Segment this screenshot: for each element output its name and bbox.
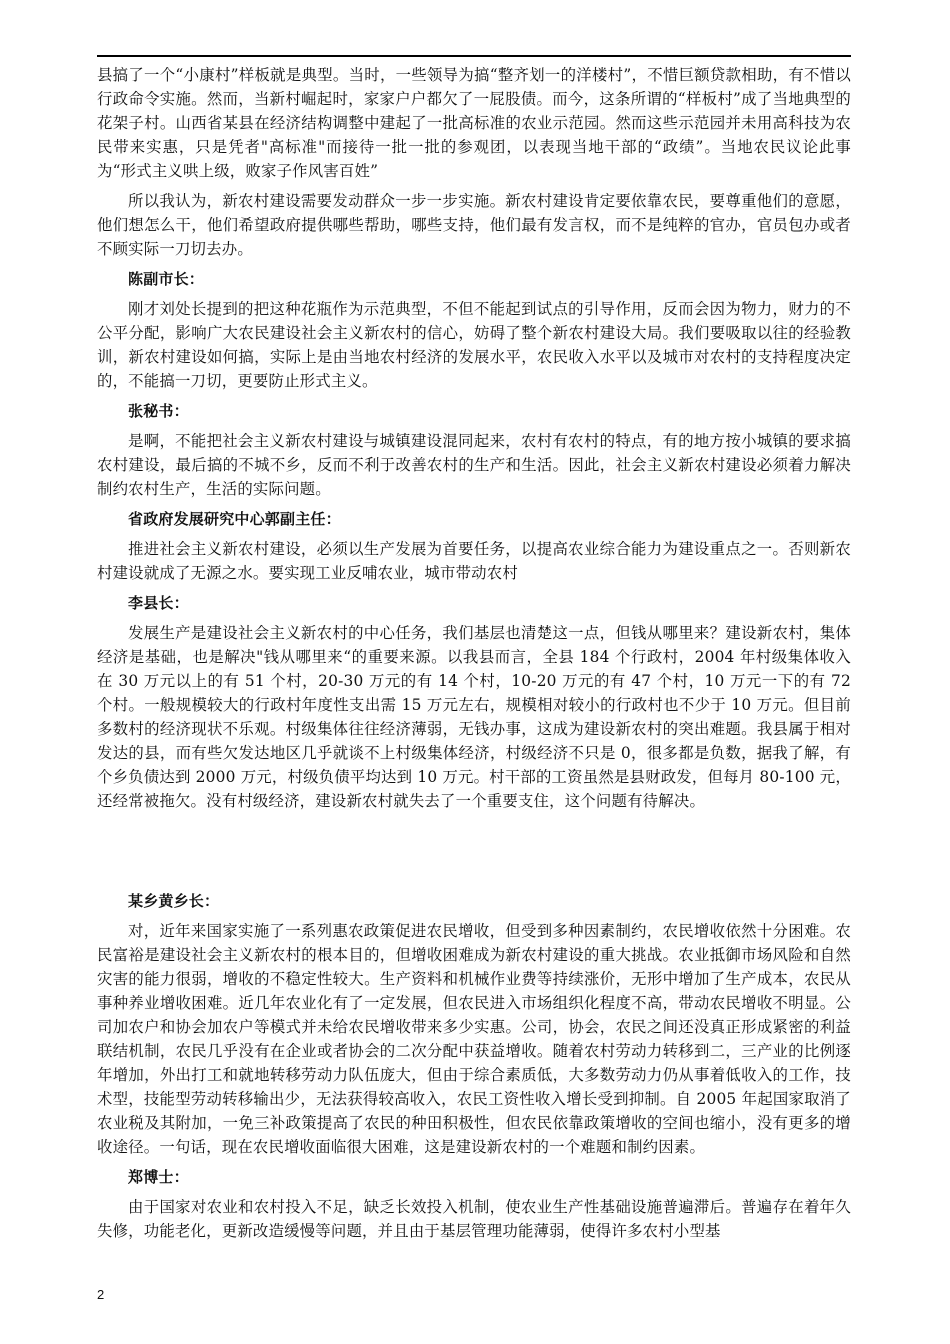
paragraph: 刚才刘处长提到的把这种花瓶作为示范典型，不但不能起到试点的引导作用，反而会因为物力，财力的不公平分配，影响广大农民建设社会主义新农村的信心，妨碍了整个新农村建设大局。我们要吸取以往的经验教训，新农村建设如何搞，实际上是由当地农村经济的发展水平，农民收入水平以及城市对农村的支持程度决定的，不能搞一刀切，更要防止形式主义。	[97, 300, 851, 390]
paragraph: 由于国家对农业和农村投入不足，缺乏长效投入机制，使农业生产性基础设施普遍滞后。普遍存在着年久失修，功能老化，更新改造缓慢等问题，并且由于基层管理功能薄弱，使得许多农村小型基	[97, 1198, 851, 1240]
paragraph: 推进社会主义新农村建设，必须以生产发展为首要任务，以提高农业综合能力为建设重点之一。否则新农村建设就成了无源之水。要实现工业反哺农业，城市带动农村	[97, 540, 851, 582]
page-number: 2	[97, 1287, 105, 1302]
paragraph: 对，近年来国家实施了一系列惠农政策促进农民增收，但受到多种因素制约，农民增收依然十分困难。农民富裕是建设社会主义新农村的根本目的，但增收困难成为新农村建设的重大挑战。农业抵御市场风险和自然灾害的能力很弱，增收的不稳定性较大。生产资料和机械作业费等持续涨价，无形中增加了生产成本，农民从事种养业增收困难。近几年农业化有了一定发展，但农民进入市场组织化程度不高，带动农民增收不明显。公司加农户和协会加农户等模式并未给农民增收带来多少实惠。公司，协会，农民之间还没真正形成紧密的利益联结机制，农民几乎没有在企业或者协会的二次分配中获益增收。随着农村劳动力转移到二，三产业的比例逐年增加，外出打工和就地转移劳动力队伍庞大，但由于综合素质低，大多数劳动力仍从事着低收入的工作，技术型，技能型劳动转移输出少，无法获得较高收入，农民工资性收入增长受到抑制。自 2005 年起国家取消了农业税及其附加，一免三补政策提高了农民的种田积极性，但农民依靠政策增收的空间也缩小，没有更多的增收途径。一句话，现在农民增收面临很大困难，这是建设新农村的一个难题和制约因素。	[97, 922, 851, 1156]
paragraph: 是啊，不能把社会主义新农村建设与城镇建设混同起来，农村有农村的特点，有的地方按小城镇的要求搞农村建设，最后搞的不城不乡，反而不利于改善农村的生产和生活。因此，社会主义新农村建设必须着力解决制约农村生产，生活的实际问题。	[97, 432, 851, 498]
speaker-name: 郑博士：	[128, 1168, 189, 1186]
speaker-name: 省政府发展研究中心郭副主任：	[128, 510, 341, 528]
paragraph: 县搞了一个“小康村”样板就是典型。当时，一些领导为搞“整齐划一的洋楼村”，不惜巨额贷款相助，有不惜以行政命令实施。然而，当新村崛起时，家家户户都欠了一屁股债。而今，这条所谓的“样板村”成了当地典型的花架子村。山西省某县在经济结构调整中建起了一批高标准的农业示范园。然而这些示范园并未用高科技为农民带来实惠，只是凭者"高标准"而接待一批一批的参观团，以表现当地干部的“政绩”。当地农民议论此事为“形式主义哄上级，败家子作风害百姓”	[97, 66, 851, 180]
speaker-name: 张秘书：	[128, 402, 189, 420]
speaker-name: 李县长：	[128, 594, 189, 612]
document-body	[97, 63, 851, 1249]
section-gap	[97, 819, 851, 887]
paragraph: 发展生产是建设社会主义新农村的中心任务，我们基层也清楚这一点，但钱从哪里来？建设新农村，集体经济是基础，也是解决"钱从哪里来“的重要来源。以我县而言，全县 184 个行政村，2004 年村级集体收入在 30 万元以上的有 51 个村，20-30 万元的有 14 个村，10-20 万元的有 47 个村，10 万元一下的有 72 个村。一般规模较大的行政村年度性支出需 15 万元左右，规模相对较小的行政村也不少于 10 万元。但目前多数村的经济现状不乐观。村级集体往往经济薄弱，无钱办事，这成为建设新农村的突出难题。我县属于相对发达的县，而有些欠发达地区几乎就谈不上村级集体经济，村级经济不只是 0，很多都是负数，据我了解，有个乡负债达到 2000 万元，村级负债平均达到 10 万元。村干部的工资虽然是县财政发，但每月 80-100 元，还经常被拖欠。没有村级经济，建设新农村就失去了一个重要支住，这个问题有待解决。	[97, 624, 851, 810]
speaker-name: 陈副市长：	[128, 270, 205, 288]
header-rule	[97, 55, 851, 57]
paragraph: 所以我认为，新农村建设需要发动群众一步一步实施。新农村建设肯定要依靠农民，要尊重他们的意愿，他们想怎么干，他们希望政府提供哪些帮助，哪些支持，他们最有发言权，而不是纯粹的官办，官员包办或者不顾实际一刀切去办。	[97, 192, 851, 258]
speaker-name: 某乡黄乡长：	[128, 892, 220, 910]
